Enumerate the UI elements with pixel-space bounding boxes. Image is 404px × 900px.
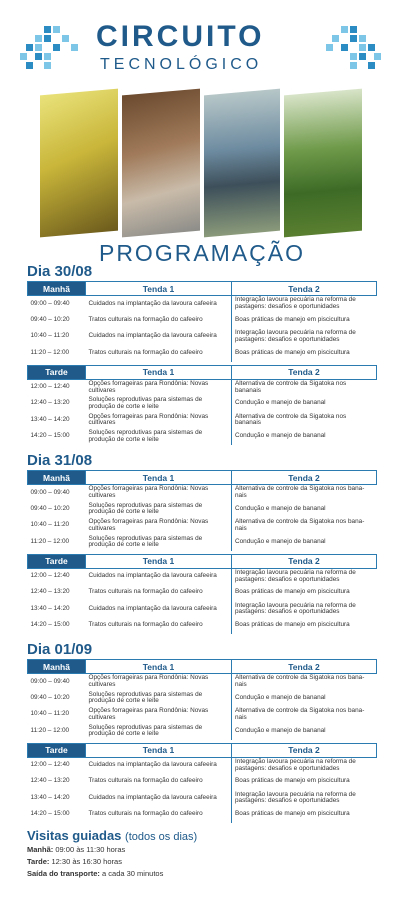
table-row — [28, 485, 377, 502]
visit-line-transport: Saída do transporte: a cada 30 minutos — [27, 869, 164, 878]
tenda2-header: Tenda 2 — [232, 365, 377, 379]
tenda2-cell: Alternativa de controle da Sigatoka nos bana-nais — [235, 518, 365, 532]
tenda1-cell: Soluções reprodutivas para sistemas de produção de corte e leite — [86, 501, 232, 518]
time-cell: 12:40 – 13:20 — [30, 777, 70, 785]
time-cell: 13:40 – 14:20 — [30, 415, 70, 423]
time-cell: 12:40 – 13:20 — [30, 588, 70, 596]
photo-strip — [40, 92, 362, 234]
tenda2-cell: Integração lavoura pecuária na reforma de pastagens: desafios e oportunidades — [235, 296, 356, 310]
tenda1-cell: Cuidados na implantação da lavoura cafeeira — [86, 568, 232, 585]
tenda1-header: Tenda 1 — [86, 660, 232, 674]
tenda2-cell: Alternativa de controle da Sigatoka nos bananais — [235, 379, 347, 394]
table-header — [28, 743, 377, 757]
tenda2-header: Tenda 2 — [232, 660, 377, 674]
time-cell: 13:40 – 14:20 — [30, 604, 70, 612]
schedule-table — [27, 470, 377, 551]
guided-visits — [27, 828, 377, 879]
tenda2-cell: Integração lavoura pecuária na reforma de pastagens: desafios e oportunidades — [235, 329, 356, 343]
time-cell: 14:20 – 15:00 — [30, 621, 70, 629]
time-cell: 11:20 – 12:00 — [30, 348, 70, 356]
table-row — [28, 790, 377, 807]
time-cell: 11:20 – 12:00 — [30, 537, 70, 545]
tenda2-cell: Alternativa de controle da Sigatoka nos bana-nais — [235, 707, 365, 721]
time-cell: 12:00 – 12:40 — [30, 383, 70, 391]
tenda2-cell: Alternativa de controle da Sigatoka nos bananais — [235, 412, 347, 427]
visit-line-morning: Manhã: 09:00 às 11:30 horas — [27, 845, 126, 854]
tenda1-header: Tenda 1 — [86, 743, 232, 757]
tenda2-cell: Integração lavoura pecuária na reforma de pastagens: desafios e oportunidades — [235, 601, 356, 616]
period-header: Manhã — [28, 282, 86, 296]
time-cell: 14:20 – 15:00 — [30, 432, 70, 440]
tenda1-cell: Tratos culturais na formação do cafeeiro — [86, 345, 232, 362]
bananas-photo — [40, 89, 118, 238]
schedule-table — [27, 365, 377, 446]
tenda2-cell: Alternativa de controle da Sigatoka nos bana-nais — [235, 674, 365, 688]
time-cell: 10:40 – 11:20 — [30, 332, 70, 340]
table-row — [28, 518, 377, 535]
table-row — [28, 707, 377, 724]
tenda1-cell: Opções forrageiras para Rondônia: Novas cultivares — [86, 707, 232, 724]
tenda2-cell: Condução e manejo de bananal — [235, 432, 326, 440]
tenda1-cell: Soluções reprodutivas para sistemas de produção de corte e leite — [86, 723, 232, 740]
table-header — [28, 365, 377, 379]
day-schedule — [27, 263, 376, 445]
time-cell: 14:20 – 15:00 — [30, 810, 70, 818]
tenda2-cell: Integração lavoura pecuária na reforma de pastagens: desafios e oportunidades — [235, 568, 356, 583]
tenda2-cell: Boas práticas de manejo em piscicultura — [235, 588, 350, 596]
table-header — [28, 471, 377, 485]
tenda2-cell: Condução e manejo de bananal — [235, 693, 326, 701]
tenda1-cell: Tratos culturais na formação do cafeeiro — [86, 312, 232, 329]
table-header — [28, 282, 377, 296]
tenda1-header: Tenda 1 — [86, 365, 232, 379]
schedule-table — [27, 554, 377, 635]
fish-photo — [204, 89, 280, 238]
tenda1-cell: Soluções reprodutivas para sistemas de produção de corte e leite — [86, 690, 232, 707]
time-cell: 09:00 – 09:40 — [30, 488, 70, 496]
guided-visits-title — [27, 828, 377, 843]
time-cell: 10:40 – 11:20 — [30, 521, 70, 529]
time-cell: 12:00 – 12:40 — [30, 572, 70, 580]
tenda1-cell: Tratos culturais na formação do cafeeiro — [86, 807, 232, 824]
table-row — [28, 618, 377, 635]
tenda1-header: Tenda 1 — [86, 554, 232, 568]
day-schedule — [27, 641, 376, 823]
time-cell: 09:00 – 09:40 — [30, 677, 70, 685]
table-row — [28, 674, 377, 691]
time-cell: 09:40 – 10:20 — [30, 315, 70, 323]
tenda2-header: Tenda 2 — [232, 471, 377, 485]
table-row — [28, 585, 377, 602]
guided-visits-subtitle: (todos os dias) — [125, 831, 198, 843]
time-cell: 12:40 – 13:20 — [30, 399, 70, 407]
period-header: Manhã — [28, 471, 86, 485]
decorative-dots-right — [326, 26, 384, 76]
table-header — [28, 554, 377, 568]
period-header: Manhã — [28, 660, 86, 674]
tenda2-cell: Condução e manejo de bananal — [235, 726, 326, 734]
table-row — [28, 379, 377, 396]
period-header: Tarde — [28, 365, 86, 379]
time-cell: 09:00 – 09:40 — [30, 299, 70, 307]
day-schedule — [27, 452, 376, 634]
cattle-pasture-photo — [284, 89, 362, 238]
tenda1-cell: Soluções reprodutivas para sistemas de produção de corte e leite — [86, 534, 232, 551]
table-row — [28, 396, 377, 413]
tenda1-cell: Opções forrageiras para Rondônia: Novas cultivares — [86, 518, 232, 535]
time-cell: 09:40 – 10:20 — [30, 504, 70, 512]
tenda1-header: Tenda 1 — [86, 282, 232, 296]
tenda1-cell: Opções forrageiras para Rondônia: Novas cultivares — [86, 674, 232, 691]
tenda2-cell: Condução e manejo de bananal — [235, 537, 326, 545]
tenda2-cell: Integração lavoura pecuária na reforma de pastagens: desafios e oportunidades — [235, 757, 356, 772]
title-main: CIRCUITO — [96, 20, 265, 53]
visit-line-afternoon: Tarde: 12:30 às 16:30 horas — [27, 857, 122, 866]
tenda2-cell: Integração lavoura pecuária na reforma de pastagens: desafios e oportunidades — [235, 790, 356, 805]
tenda1-cell: Opções forrageiras para Rondônia: Novas cultivares — [86, 485, 232, 502]
tenda1-cell: Tratos culturais na formação do cafeeiro — [86, 618, 232, 635]
table-row — [28, 774, 377, 791]
tenda1-cell: Opções forrageiras para Rondônia: Novas cultivares — [86, 379, 232, 396]
table-row — [28, 429, 377, 446]
tenda1-cell: Cuidados na implantação da lavoura cafeeira — [86, 601, 232, 618]
tenda2-cell: Condução e manejo de bananal — [235, 504, 326, 512]
table-row — [28, 501, 377, 518]
table-header — [28, 660, 377, 674]
day-title: Dia 30/08 — [27, 263, 93, 280]
tenda1-cell: Soluções reprodutivas para sistemas de produção de corte e leite — [86, 396, 232, 413]
table-row — [28, 568, 377, 585]
table-row — [28, 757, 377, 774]
program-title: PROGRAMAÇÃO — [98, 240, 306, 266]
day-title: Dia 31/08 — [27, 452, 93, 469]
period-header: Tarde — [28, 554, 86, 568]
time-cell: 11:20 – 12:00 — [30, 726, 70, 734]
tenda1-cell: Cuidados na implantação da lavoura cafeeira — [86, 790, 232, 807]
tenda1-cell: Opções forrageiras para Rondônia: Novas cultivares — [86, 412, 232, 429]
tenda2-cell: Boas práticas de manejo em piscicultura — [235, 348, 350, 356]
table-row — [28, 534, 377, 551]
table-row — [28, 329, 377, 346]
schedule-table — [27, 743, 377, 824]
day-title: Dia 01/09 — [27, 641, 93, 658]
table-row — [28, 345, 377, 362]
time-cell: 09:40 – 10:20 — [30, 693, 70, 701]
tenda2-header: Tenda 2 — [232, 554, 377, 568]
time-cell: 13:40 – 14:20 — [30, 793, 70, 801]
tenda2-cell: Boas práticas de manejo em piscicultura — [235, 621, 350, 629]
time-cell: 10:40 – 11:20 — [30, 710, 70, 718]
tenda2-cell: Alternativa de controle da Sigatoka nos bana-nais — [235, 485, 365, 499]
period-header: Tarde — [28, 743, 86, 757]
table-row — [28, 601, 377, 618]
tenda1-cell: Cuidados na implantação da lavoura cafeeira — [86, 329, 232, 346]
milking-photo — [122, 89, 200, 238]
table-row — [28, 312, 377, 329]
title-sub: TECNOLÓGICO — [100, 56, 263, 73]
tenda2-cell: Boas práticas de manejo em piscicultura — [235, 777, 350, 785]
table-row — [28, 296, 377, 313]
tenda2-cell: Boas práticas de manejo em piscicultura — [235, 315, 350, 323]
tenda1-cell: Tratos culturais na formação do cafeeiro — [86, 585, 232, 602]
tenda1-cell: Soluções reprodutivas para sistemas de produção de corte e leite — [86, 429, 232, 446]
tenda2-cell: Boas práticas de manejo em piscicultura — [235, 810, 350, 818]
decorative-dots-left — [20, 26, 78, 76]
time-cell: 12:00 – 12:40 — [30, 761, 70, 769]
tenda1-cell: Cuidados na implantação da lavoura cafeeira — [86, 757, 232, 774]
tenda2-cell: Condução e manejo de bananal — [235, 399, 326, 407]
tenda1-cell: Tratos culturais na formação do cafeeiro — [86, 774, 232, 791]
table-row — [28, 807, 377, 824]
schedule-table — [27, 281, 377, 362]
schedule-table — [27, 659, 377, 740]
tenda1-cell: Cuidados na implantação da lavoura cafeeira — [86, 296, 232, 313]
table-row — [28, 412, 377, 429]
table-row — [28, 723, 377, 740]
tenda2-header: Tenda 2 — [232, 282, 377, 296]
header — [0, 0, 404, 90]
tenda1-header: Tenda 1 — [86, 471, 232, 485]
tenda2-header: Tenda 2 — [232, 743, 377, 757]
guided-visits-heading: Visitas guiadas — [27, 828, 122, 843]
table-row — [28, 690, 377, 707]
